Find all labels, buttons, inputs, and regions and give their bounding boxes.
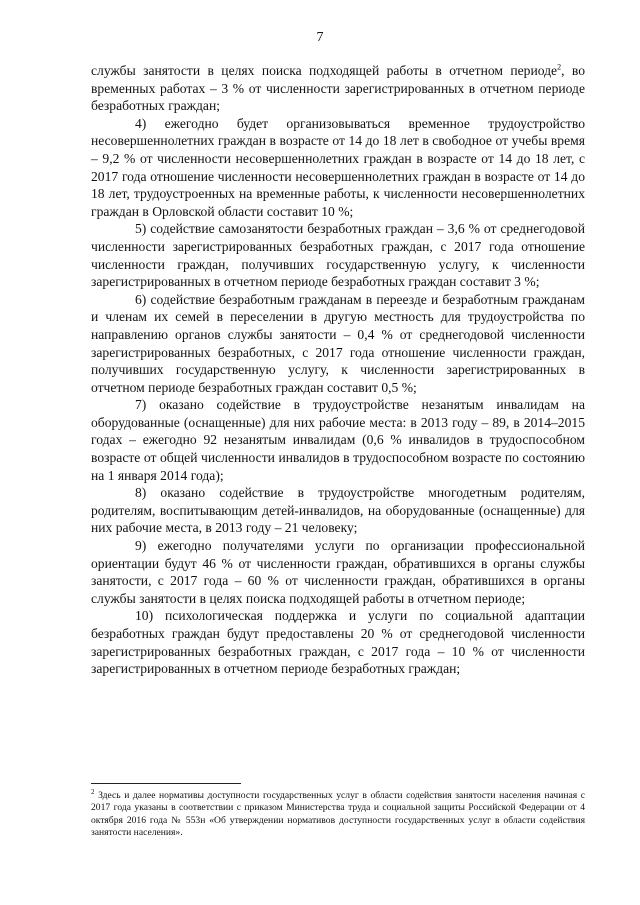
paragraph-item-9: 9) ежегодно получателями услуги по организации профессиональной ориентации будут 46 % от численности граждан, обратившихся в органы службы занятости, с 2017 года – 60 % от численности граждан, обратившихся в органы службы занятости в целях поиска подходящей работы в отчетном периоде; (91, 538, 585, 606)
paragraph-text: службы занятости в целях поиска подходящей работы в отчетном периоде (91, 63, 558, 78)
footnote-mark: 2 (91, 787, 95, 796)
footnote (91, 787, 585, 840)
footnote-text: Здесь и далее нормативы доступности государственных услуг в области содействия занятости населения начиная с 2017 года указаны в соответствии с приказом Министерства труда и социальной защиты Российской Федерации от 4 октября 2016 года № 553н «Об утверждении нормативов доступности государственных услуг в области содействия занятости населения». (91, 790, 585, 839)
paragraph-item-8: 8) оказано содействие в трудоустройстве многодетным родителям, родителям, воспитывающим детей-инвалидов, на оборудованные (оснащенные) для них рабочие места, в 2013 году – 21 человеку; (91, 485, 585, 536)
paragraph-item-7: 7) оказано содействие в трудоустройстве незанятым инвалидам на оборудованные (оснащенные) для них рабочие места: в 2013 году – 89, в 2014–2015 годах – ежегодно 92 незанятым инвалидам (0,6 % инвалидов в трудоспособном возрасте от общей численности инвалидов в трудоспособном возрасте по состоянию на 1 января 2014 года); (91, 397, 585, 483)
paragraph-item-10: 10) психологическая поддержка и услуги по социальной адаптации безработных граждан будут предоставлены 20 % от среднегодовой численности зарегистрированных безработных граждан, с 2017 года – 10 % от численности зарегистрированных в отчетном периоде безработных граждан; (91, 608, 585, 677)
paragraph-item-5: 5) содействие самозанятости безработных граждан – 3,6 % от среднегодовой численности зарегистрированных безработных граждан, с 2017 года отношение численности граждан, получивших государственную услугу, к численности зарегистрированных в отчетном периоде безработных граждан составит 3 %; (91, 221, 585, 290)
page-number: 7 (316, 30, 324, 45)
footnote-reference: 2 (557, 62, 562, 72)
document-body (91, 62, 585, 678)
paragraph-text-after: , во временных работах – 3 % от численности зарегистрированных в отчетном периоде безработных граждан; (91, 63, 585, 114)
paragraph-item-4: 4) ежегодно будет организовываться временное трудоустройство несовершеннолетних граждан в возрасте от 14 до 18 лет в свободное от учебы время – 9,2 % от численности несовершеннолетних граждан в возрасте от 14 до 18 лет, с 2017 года отношение численности несовершеннолетних граждан в возрасте от 14 до 18 лет, трудоустроенных на временные работы, к численности несовершеннолетних граждан в Орловской области составит 10 %; (91, 115, 585, 219)
paragraph-item-6: 6) содействие безработным гражданам в переезде и безработным гражданам и членам их семей в переселении в другую местность для трудоустройства по направлению органов службы занятости – 0,4 % от среднегодовой численности зарегистрированных безработных, с 2017 года отношение численности граждан, получивших государственную услугу, к численности зарегистрированных в отчетном периоде безработных граждан составит 0,5 %; (91, 291, 585, 395)
paragraph-continuation (91, 62, 585, 115)
footnote-separator (91, 783, 241, 784)
